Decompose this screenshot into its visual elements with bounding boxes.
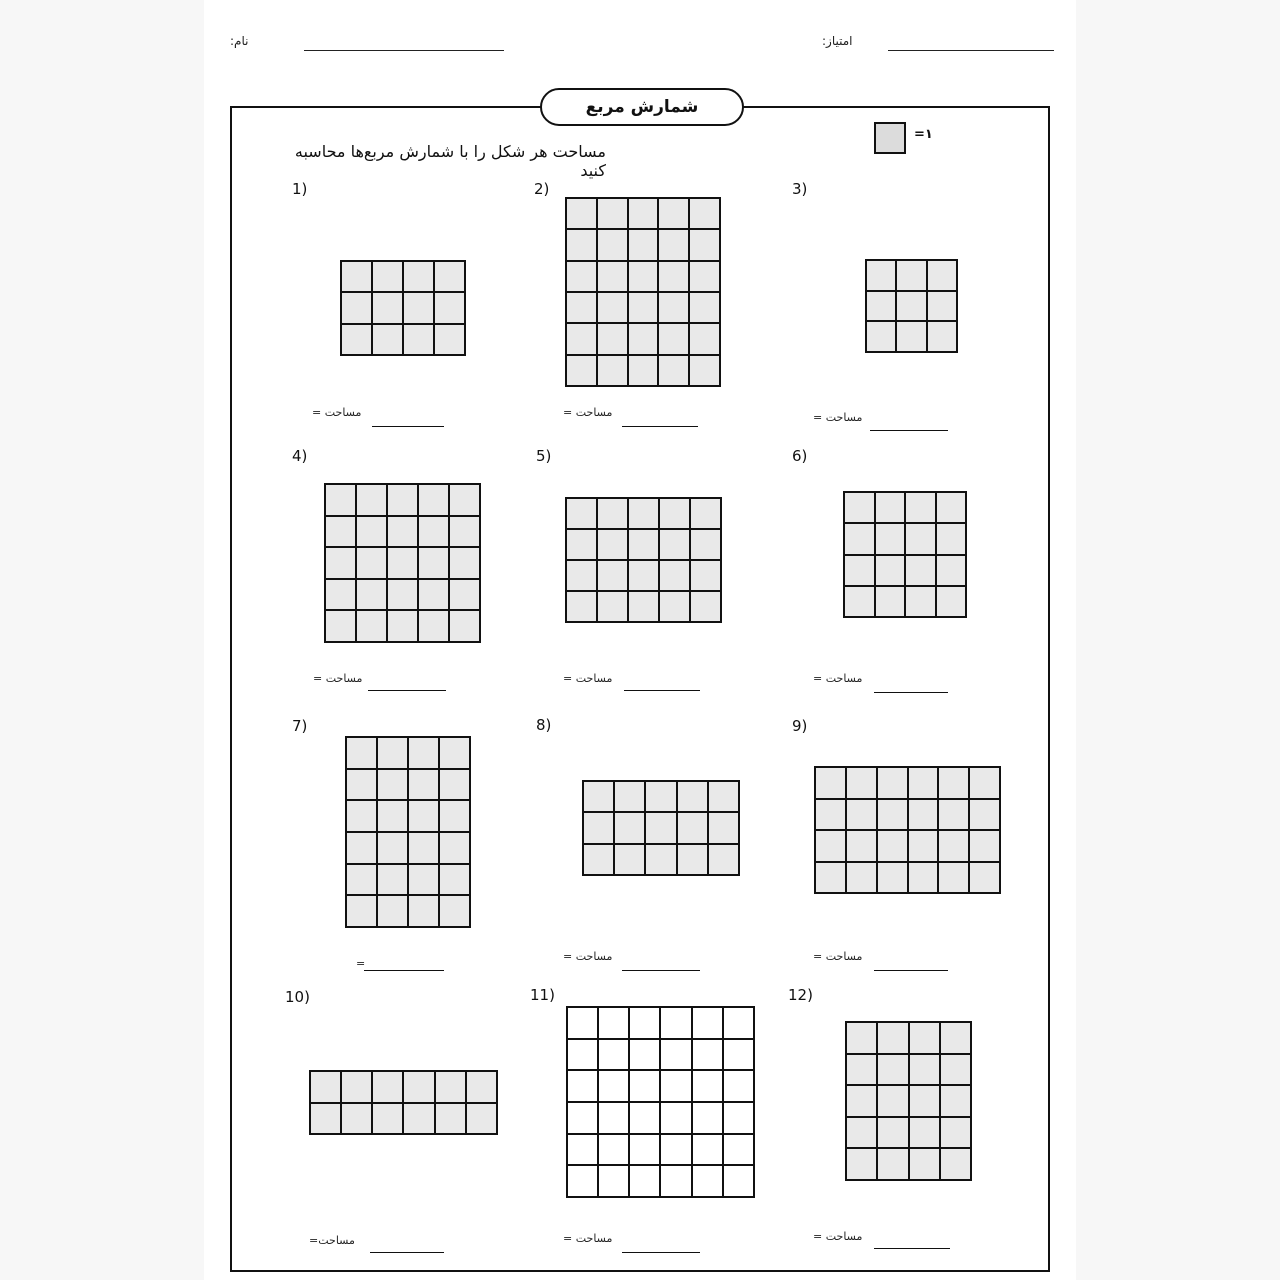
grid-square — [629, 230, 658, 259]
grid-square — [450, 611, 479, 641]
grid-square — [409, 833, 438, 863]
grid-square — [599, 1166, 628, 1196]
problem-number: 3) — [792, 180, 808, 198]
grid-square — [615, 813, 644, 842]
grid-square — [876, 556, 905, 585]
grid-square — [630, 1103, 659, 1133]
grid-square — [690, 230, 719, 259]
grid-square — [347, 833, 376, 863]
grid-square — [598, 262, 627, 291]
grid-square — [419, 517, 448, 547]
grid-square — [326, 611, 355, 641]
grid-square — [568, 1071, 597, 1101]
grid-square — [342, 262, 371, 291]
grid-square — [347, 801, 376, 831]
grid-square — [690, 262, 719, 291]
grid-square — [567, 230, 596, 259]
grid-square — [409, 738, 438, 768]
grid-square — [661, 1040, 690, 1070]
legend-text: =۱ — [914, 127, 933, 142]
grid-square — [690, 324, 719, 353]
problem-number: 9) — [792, 717, 808, 735]
grid-square — [440, 801, 469, 831]
square-grid — [324, 483, 481, 643]
grid-square — [693, 1135, 722, 1165]
grid-square — [690, 199, 719, 228]
grid-square — [847, 768, 876, 798]
grid-square — [941, 1118, 970, 1148]
grid-square — [906, 556, 935, 585]
grid-square — [629, 356, 658, 385]
area-label: مساحت = — [813, 411, 863, 424]
square-grid — [565, 197, 721, 387]
grid-square — [567, 262, 596, 291]
area-label: مساحت = — [563, 950, 613, 963]
grid-square — [941, 1055, 970, 1085]
grid-square — [404, 1072, 433, 1102]
grid-square — [709, 782, 738, 811]
grid-square — [378, 896, 407, 926]
grid-square — [567, 199, 596, 228]
grid-square — [440, 865, 469, 895]
grid-square — [939, 831, 968, 861]
grid-square — [847, 1149, 876, 1179]
square-grid — [340, 260, 466, 356]
grid-square — [867, 292, 895, 321]
grid-square — [629, 499, 658, 528]
grid-square — [678, 813, 707, 842]
grid-square — [845, 556, 874, 585]
grid-square — [693, 1166, 722, 1196]
square-grid — [565, 497, 722, 623]
area-label: مساحت = — [312, 406, 362, 419]
grid-square — [357, 611, 386, 641]
grid-square — [661, 1135, 690, 1165]
grid-square — [436, 1072, 465, 1102]
grid-square — [661, 1008, 690, 1038]
grid-square — [598, 230, 627, 259]
grid-square — [357, 548, 386, 578]
area-answer-line[interactable] — [624, 690, 700, 691]
grid-square — [876, 587, 905, 616]
grid-square — [690, 356, 719, 385]
problem-number: 2) — [534, 180, 550, 198]
grid-square — [568, 1008, 597, 1038]
grid-square — [724, 1103, 753, 1133]
grid-square — [910, 1086, 939, 1116]
area-answer-line[interactable] — [364, 970, 444, 971]
grid-square — [450, 517, 479, 547]
grid-square — [629, 561, 658, 590]
grid-square — [419, 611, 448, 641]
grid-square — [584, 813, 613, 842]
area-answer-line[interactable] — [372, 426, 444, 427]
grid-square — [378, 770, 407, 800]
grid-square — [567, 356, 596, 385]
grid-square — [419, 485, 448, 515]
grid-square — [440, 738, 469, 768]
problem-number: 8) — [536, 716, 552, 734]
grid-square — [630, 1008, 659, 1038]
grid-square — [691, 592, 720, 621]
grid-square — [342, 1104, 371, 1134]
grid-square — [568, 1166, 597, 1196]
grid-square — [567, 530, 596, 559]
grid-square — [584, 845, 613, 874]
grid-square — [867, 261, 895, 290]
grid-square — [910, 1149, 939, 1179]
grid-square — [661, 1103, 690, 1133]
grid-square — [970, 831, 999, 861]
grid-square — [646, 845, 675, 874]
area-answer-line[interactable] — [368, 690, 446, 691]
grid-square — [724, 1135, 753, 1165]
grid-square — [845, 524, 874, 553]
grid-square — [941, 1023, 970, 1053]
grid-square — [598, 324, 627, 353]
grid-square — [440, 770, 469, 800]
grid-square — [939, 863, 968, 893]
grid-square — [388, 517, 417, 547]
grid-square — [909, 863, 938, 893]
grid-square — [878, 1149, 907, 1179]
grid-square — [724, 1071, 753, 1101]
grid-square — [373, 325, 402, 354]
grid-square — [326, 580, 355, 610]
grid-square — [598, 561, 627, 590]
grid-square — [909, 831, 938, 861]
grid-square — [897, 292, 925, 321]
problem-number: 1) — [292, 180, 308, 198]
grid-square — [691, 530, 720, 559]
grid-square — [435, 262, 464, 291]
grid-square — [659, 324, 688, 353]
square-grid — [865, 259, 958, 353]
grid-square — [906, 493, 935, 522]
square-grid — [582, 780, 740, 876]
grid-square — [326, 517, 355, 547]
grid-square — [568, 1040, 597, 1070]
grid-square — [678, 782, 707, 811]
grid-square — [568, 1135, 597, 1165]
grid-square — [659, 199, 688, 228]
grid-square — [878, 1023, 907, 1053]
grid-square — [847, 1055, 876, 1085]
grid-square — [910, 1055, 939, 1085]
problem-number: 5) — [536, 447, 552, 465]
grid-square — [567, 561, 596, 590]
problem-number: 4) — [292, 447, 308, 465]
grid-square — [326, 548, 355, 578]
area-label: مساحت = — [813, 950, 863, 963]
area-answer-line[interactable] — [870, 430, 948, 431]
grid-square — [897, 261, 925, 290]
problem-number: 11) — [530, 986, 555, 1004]
grid-square — [378, 833, 407, 863]
grid-square — [357, 580, 386, 610]
area-label: مساحت= — [309, 1234, 355, 1247]
grid-square — [941, 1086, 970, 1116]
grid-square — [435, 325, 464, 354]
grid-square — [629, 592, 658, 621]
grid-square — [906, 587, 935, 616]
grid-square — [910, 1023, 939, 1053]
grid-square — [599, 1040, 628, 1070]
grid-square — [373, 293, 402, 322]
grid-square — [630, 1135, 659, 1165]
grid-square — [599, 1103, 628, 1133]
grid-square — [450, 485, 479, 515]
grid-square — [598, 356, 627, 385]
problem-number: 12) — [788, 986, 813, 1004]
grid-square — [847, 1118, 876, 1148]
grid-square — [450, 580, 479, 610]
area-answer-line[interactable] — [622, 970, 700, 971]
grid-square — [388, 611, 417, 641]
score-answer-line[interactable] — [888, 50, 1054, 51]
grid-square — [629, 199, 658, 228]
grid-square — [347, 770, 376, 800]
grid-square — [567, 499, 596, 528]
grid-square — [659, 293, 688, 322]
grid-square — [897, 322, 925, 351]
legend-unit-square — [874, 122, 906, 154]
grid-square — [388, 548, 417, 578]
grid-square — [970, 768, 999, 798]
grid-square — [659, 262, 688, 291]
grid-square — [693, 1071, 722, 1101]
grid-square — [678, 845, 707, 874]
problem-number: 10) — [285, 988, 310, 1006]
grid-square — [724, 1008, 753, 1038]
grid-square — [693, 1103, 722, 1133]
grid-square — [816, 768, 845, 798]
instruction-text: مساحت هر شکل را با شمارش مربع‌ها محاسبه کنید — [294, 142, 606, 180]
problem-number: 6) — [792, 447, 808, 465]
grid-square — [311, 1104, 340, 1134]
grid-square — [847, 1086, 876, 1116]
grid-square — [567, 592, 596, 621]
grid-square — [629, 324, 658, 353]
grid-square — [598, 499, 627, 528]
grid-square — [816, 800, 845, 830]
grid-square — [937, 587, 966, 616]
grid-square — [878, 800, 907, 830]
grid-square — [378, 738, 407, 768]
grid-square — [373, 262, 402, 291]
grid-square — [409, 865, 438, 895]
grid-square — [568, 1103, 597, 1133]
grid-square — [845, 587, 874, 616]
grid-square — [419, 580, 448, 610]
grid-square — [450, 548, 479, 578]
grid-square — [378, 865, 407, 895]
grid-square — [646, 782, 675, 811]
grid-square — [724, 1166, 753, 1196]
area-label: مساحت = — [813, 672, 863, 685]
grid-square — [347, 865, 376, 895]
square-grid — [566, 1006, 755, 1198]
grid-square — [342, 1072, 371, 1102]
grid-square — [630, 1040, 659, 1070]
area-label: مساحت = — [563, 1232, 613, 1245]
grid-square — [661, 1166, 690, 1196]
grid-square — [404, 1104, 433, 1134]
grid-square — [404, 325, 433, 354]
grid-square — [693, 1040, 722, 1070]
grid-square — [928, 292, 956, 321]
grid-square — [388, 580, 417, 610]
score-label: امتیاز: — [822, 34, 853, 48]
grid-square — [659, 356, 688, 385]
grid-square — [599, 1135, 628, 1165]
name-answer-line[interactable] — [304, 50, 504, 51]
grid-square — [409, 770, 438, 800]
square-grid — [814, 766, 1001, 894]
grid-square — [436, 1104, 465, 1134]
area-label: مساحت = — [563, 672, 613, 685]
grid-square — [847, 800, 876, 830]
grid-square — [615, 845, 644, 874]
grid-square — [867, 322, 895, 351]
grid-square — [709, 845, 738, 874]
area-label: مساحت = — [563, 406, 613, 419]
area-answer-line[interactable] — [622, 1252, 700, 1253]
area-answer-line[interactable] — [622, 426, 698, 427]
grid-square — [941, 1149, 970, 1179]
grid-square — [598, 199, 627, 228]
grid-square — [691, 499, 720, 528]
grid-square — [584, 782, 613, 811]
area-label: مساحت = — [313, 672, 363, 685]
grid-square — [909, 768, 938, 798]
grid-square — [629, 262, 658, 291]
grid-square — [357, 485, 386, 515]
grid-square — [342, 293, 371, 322]
grid-square — [939, 800, 968, 830]
grid-square — [910, 1118, 939, 1148]
grid-square — [646, 813, 675, 842]
grid-square — [691, 561, 720, 590]
grid-square — [876, 524, 905, 553]
grid-square — [630, 1166, 659, 1196]
worksheet-title: شمارش مربع — [540, 88, 744, 126]
grid-square — [342, 325, 371, 354]
grid-square — [909, 800, 938, 830]
grid-square — [661, 1071, 690, 1101]
grid-square — [847, 831, 876, 861]
grid-square — [326, 485, 355, 515]
grid-square — [939, 768, 968, 798]
grid-square — [598, 293, 627, 322]
grid-square — [409, 801, 438, 831]
grid-square — [878, 1118, 907, 1148]
square-grid — [845, 1021, 972, 1181]
grid-square — [311, 1072, 340, 1102]
square-grid — [309, 1070, 498, 1135]
grid-square — [409, 896, 438, 926]
grid-square — [724, 1040, 753, 1070]
grid-square — [937, 493, 966, 522]
area-label: = — [356, 957, 366, 970]
grid-square — [847, 863, 876, 893]
grid-square — [440, 896, 469, 926]
grid-square — [347, 738, 376, 768]
grid-square — [419, 548, 448, 578]
grid-square — [599, 1071, 628, 1101]
grid-square — [357, 517, 386, 547]
grid-square — [660, 592, 689, 621]
grid-square — [709, 813, 738, 842]
grid-square — [878, 863, 907, 893]
grid-square — [928, 261, 956, 290]
grid-square — [567, 324, 596, 353]
grid-square — [373, 1072, 402, 1102]
grid-square — [878, 831, 907, 861]
grid-square — [937, 556, 966, 585]
grid-square — [388, 485, 417, 515]
grid-square — [878, 1055, 907, 1085]
grid-square — [598, 530, 627, 559]
grid-square — [404, 262, 433, 291]
grid-square — [467, 1072, 496, 1102]
square-grid — [345, 736, 471, 928]
grid-square — [928, 322, 956, 351]
grid-square — [599, 1008, 628, 1038]
grid-square — [629, 530, 658, 559]
grid-square — [845, 493, 874, 522]
grid-square — [615, 782, 644, 811]
grid-square — [467, 1104, 496, 1134]
grid-square — [693, 1008, 722, 1038]
grid-square — [630, 1071, 659, 1101]
grid-square — [660, 561, 689, 590]
grid-square — [629, 293, 658, 322]
grid-square — [878, 768, 907, 798]
grid-square — [567, 293, 596, 322]
grid-square — [970, 863, 999, 893]
grid-square — [440, 833, 469, 863]
grid-square — [906, 524, 935, 553]
grid-square — [660, 499, 689, 528]
grid-square — [690, 293, 719, 322]
grid-square — [598, 592, 627, 621]
grid-square — [347, 896, 376, 926]
grid-square — [937, 524, 966, 553]
area-label: مساحت = — [813, 1230, 863, 1243]
name-label: نام: — [230, 34, 249, 48]
grid-square — [847, 1023, 876, 1053]
grid-square — [970, 800, 999, 830]
grid-square — [404, 293, 433, 322]
area-answer-line[interactable] — [874, 692, 948, 693]
area-answer-line[interactable] — [370, 1252, 444, 1253]
grid-square — [660, 530, 689, 559]
problem-number: 7) — [292, 717, 308, 735]
area-answer-line[interactable] — [874, 1248, 950, 1249]
grid-square — [816, 831, 845, 861]
grid-square — [876, 493, 905, 522]
grid-square — [878, 1086, 907, 1116]
grid-square — [659, 230, 688, 259]
grid-square — [435, 293, 464, 322]
grid-square — [816, 863, 845, 893]
square-grid — [843, 491, 967, 618]
area-answer-line[interactable] — [874, 970, 948, 971]
grid-square — [378, 801, 407, 831]
grid-square — [373, 1104, 402, 1134]
